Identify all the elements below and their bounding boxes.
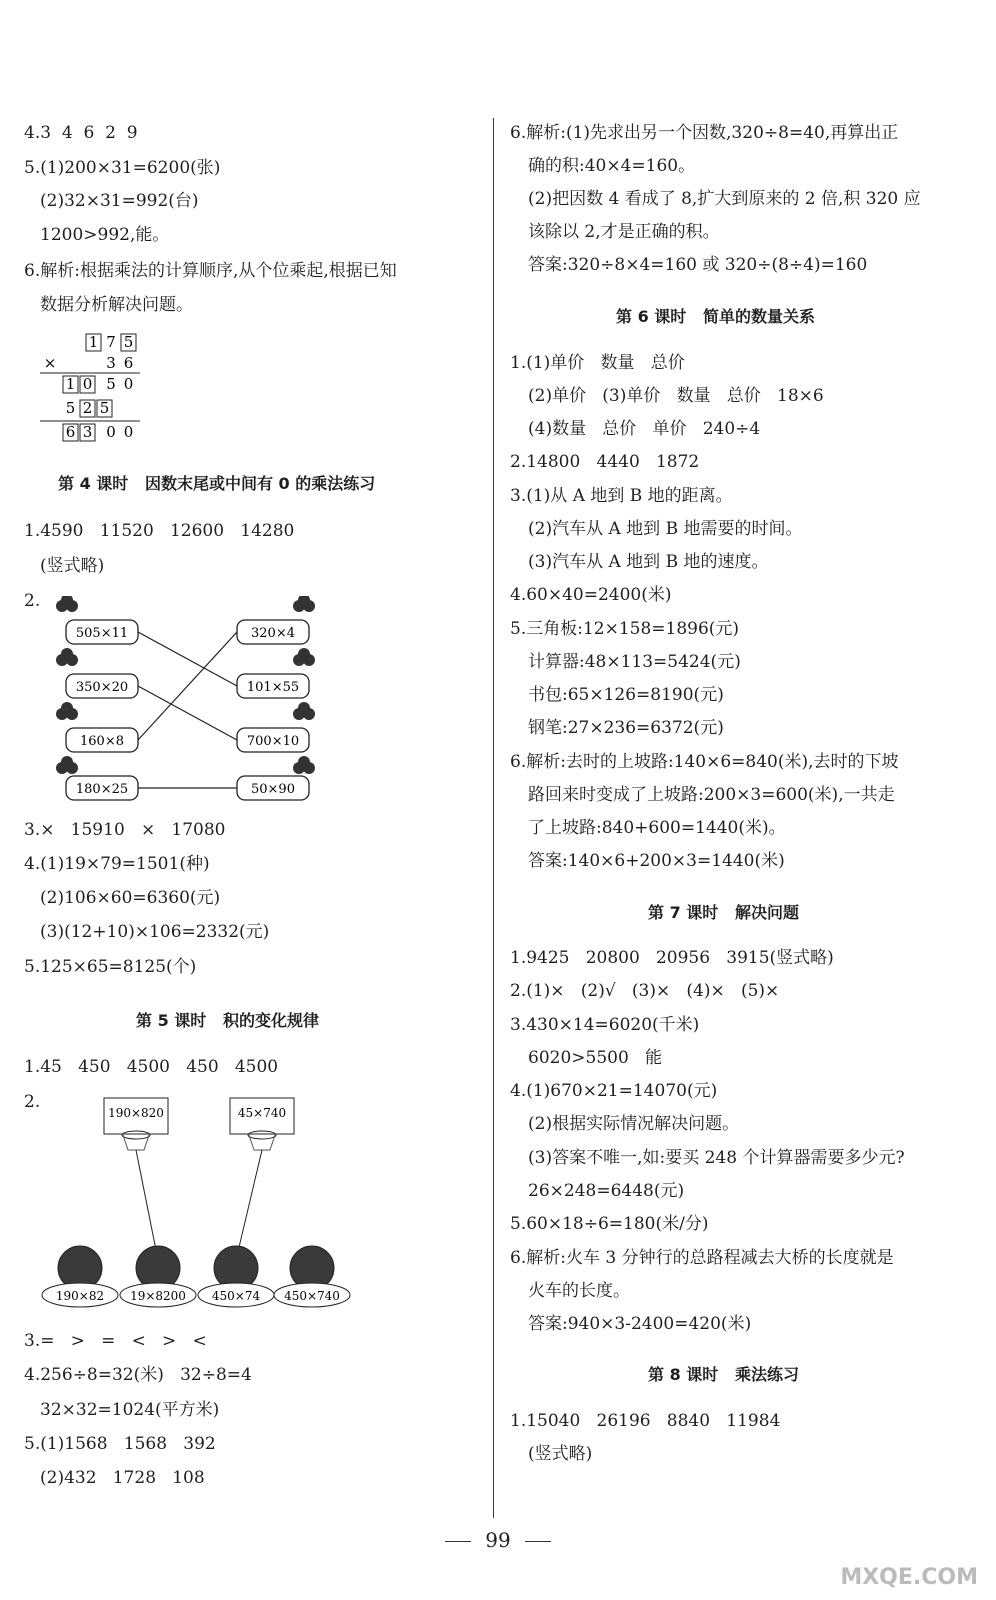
l7-answer-3-line1: 3.430×14=6020(千米) xyxy=(510,1015,700,1035)
match-line xyxy=(138,686,237,740)
hoop-net xyxy=(249,1135,275,1150)
l6-answer-1-line2: (2)单价 (3)单价 数量 总价 18×6 xyxy=(528,386,824,406)
l5-answer-5-line1: 5.(1)1568 1568 392 xyxy=(24,1434,216,1454)
hoop-label: 190×820 xyxy=(108,1106,164,1120)
basketball-diagram xyxy=(40,1094,360,1310)
r-answer-6-line2: 确的积:40×4=160。 xyxy=(528,156,696,176)
l4-answer-4-line2: (2)106×60=6360(元) xyxy=(40,888,221,908)
match-line xyxy=(138,632,237,686)
l5-answer-1: 1.45 450 4500 450 4500 xyxy=(24,1057,279,1077)
digit: 5 xyxy=(123,333,134,351)
l8-answer-1: 1.15040 26196 8840 11984 xyxy=(510,1411,781,1431)
lesson4-title: 第 4 课时 因数末尾或中间有 0 的乘法练习 xyxy=(58,474,376,493)
l7-answer-4-line2: (2)根据实际情况解决问题。 xyxy=(528,1114,740,1134)
match-left-item: 160×8 xyxy=(80,734,124,749)
answer-5-line1: 5.(1)200×31=6200(张) xyxy=(24,158,221,178)
l6-answer-6-line1: 6.解析:去时的上坡路:140×6=840(米),去时的下坡 xyxy=(510,752,899,772)
digit: 1 xyxy=(88,333,99,351)
l7-answer-3-line2: 6020>5500 能 xyxy=(528,1048,662,1068)
digit: 2 xyxy=(82,399,93,417)
l7-answer-6-line1: 6.解析:火车 3 分钟行的总路程减去大桥的长度就是 xyxy=(510,1248,894,1268)
digit: 6 xyxy=(123,354,134,372)
l6-answer-6-line4: 答案:140×6+200×3=1440(米) xyxy=(528,851,785,871)
connect-line xyxy=(236,1150,262,1260)
digit: 5 xyxy=(65,399,76,417)
hoop-label: 45×740 xyxy=(237,1106,287,1120)
match-left-item: 350×20 xyxy=(75,680,129,695)
digit: 5 xyxy=(99,399,110,417)
ball-label: 450×740 xyxy=(284,1289,340,1303)
l8-answer-1-note: (竖式略) xyxy=(528,1444,593,1464)
l7-answer-4-line1: 4.(1)670×21=14070(元) xyxy=(510,1081,718,1101)
l6-answer-3-line1: 3.(1)从 A 地到 B 地的距离。 xyxy=(510,486,733,506)
dash-right xyxy=(525,1541,551,1542)
l7-answer-6-line3: 答案:940×3-2400=420(米) xyxy=(528,1314,752,1334)
l4-answer-4-line3: (3)(12+10)×106=2332(元) xyxy=(40,922,270,942)
match-line xyxy=(138,632,237,740)
match-left-item: 180×25 xyxy=(75,782,129,797)
dash-left xyxy=(445,1541,471,1542)
digit: 7 xyxy=(106,333,116,351)
digit: 1 xyxy=(65,375,76,393)
l6-answer-1-line1: 1.(1)单价 数量 总价 xyxy=(510,353,685,373)
match-right-item: 101×55 xyxy=(246,680,300,695)
digit: 0 xyxy=(106,423,116,441)
digit: 3 xyxy=(82,423,93,441)
l7-answer-5: 5.60×18÷6=180(米/分) xyxy=(510,1214,709,1234)
l4-answer-3: 3.× 15910 × 17080 xyxy=(24,820,226,840)
answer-5-line3: 1200>992,能。 xyxy=(40,225,170,245)
l7-answer-6-line2: 火车的长度。 xyxy=(528,1281,630,1301)
l7-answer-1: 1.9425 20800 20956 3915(竖式略) xyxy=(510,948,834,968)
r-answer-6-line1: 6.解析:(1)先求出另一个因数,320÷8=40,再算出正 xyxy=(510,123,899,143)
answer-6-line1: 6.解析:根据乘法的计算顺序,从个位乘起,根据已知 xyxy=(24,261,397,281)
l5-answer-4-line1: 4.256÷8=32(米) 32÷8=4 xyxy=(24,1365,252,1385)
l4-answer-4-line1: 4.(1)19×79=1501(种) xyxy=(24,854,210,874)
l4-answer-1-note: (竖式略) xyxy=(40,556,105,576)
l6-answer-3-line2: (2)汽车从 A 地到 B 地需要的时间。 xyxy=(528,519,803,539)
page-number: 99 xyxy=(485,1528,511,1552)
l6-answer-3-line3: (3)汽车从 A 地到 B 地的速度。 xyxy=(528,552,769,572)
lesson5-title: 第 5 课时 积的变化规律 xyxy=(136,1011,319,1030)
digit: 5 xyxy=(106,375,116,393)
l4-answer-5: 5.125×65=8125(个) xyxy=(24,957,197,977)
l6-answer-4: 4.60×40=2400(米) xyxy=(510,585,672,605)
l6-answer-2: 2.14800 4440 1872 xyxy=(510,452,700,472)
l7-answer-2: 2.(1)× (2)√ (3)× (4)× (5)× xyxy=(510,981,780,1001)
answer-5-line2: (2)32×31=992(台) xyxy=(40,191,199,211)
l6-answer-6-line2: 路回来时变成了上坡路:200×3=600(米),一共走 xyxy=(528,785,895,805)
digit: 0 xyxy=(82,375,93,393)
lesson6-title: 第 6 课时 简单的数量关系 xyxy=(616,307,815,326)
match-right-item: 320×4 xyxy=(251,626,295,641)
matching-diagram xyxy=(44,596,334,806)
page-number-footer xyxy=(0,1528,996,1552)
l7-answer-4-line3: (3)答案不唯一,如:要买 248 个计算器需要多少元? xyxy=(528,1148,905,1168)
l6-answer-5-line4: 钢笔:27×236=6372(元) xyxy=(528,718,724,738)
l4-answer-2-label: 2. xyxy=(24,591,41,611)
match-right-item: 700×10 xyxy=(246,734,300,749)
r-answer-6-line5: 答案:320÷8×4=160 或 320÷(8÷4)=160 xyxy=(528,255,868,275)
watermark: MXQE.COM xyxy=(840,1565,978,1590)
connect-line xyxy=(136,1150,158,1260)
column-divider xyxy=(493,118,494,1518)
r-answer-6-line4: 该除以 2,才是正确的积。 xyxy=(528,222,720,242)
ball-label: 190×82 xyxy=(55,1289,105,1303)
digit: 0 xyxy=(123,423,134,441)
answer-6-line2: 数据分析解决问题。 xyxy=(40,295,193,315)
l5-answer-2-label: 2. xyxy=(24,1092,41,1112)
times-sign: × xyxy=(43,354,57,372)
l6-answer-6-line3: 了上坡路:840+600=1440(米)。 xyxy=(528,818,786,838)
ball-label: 19×8200 xyxy=(130,1289,186,1303)
l4-answer-1: 1.4590 11520 12600 14280 xyxy=(24,521,295,541)
l6-answer-5-line1: 5.三角板:12×158=1896(元) xyxy=(510,619,740,639)
l7-answer-4-line4: 26×248=6448(元) xyxy=(528,1181,685,1201)
l5-answer-5-line2: (2)432 1728 108 xyxy=(40,1468,205,1488)
digit: 3 xyxy=(106,354,116,372)
answer-4-line: 4.3 4 6 2 9 xyxy=(24,123,138,143)
ball-label: 450×74 xyxy=(211,1289,261,1303)
l6-answer-5-line2: 计算器:48×113=5424(元) xyxy=(528,652,741,672)
digit: 0 xyxy=(123,375,134,393)
lesson7-title: 第 7 课时 解决问题 xyxy=(648,903,799,922)
r-answer-6-line3: (2)把因数 4 看成了 8,扩大到原来的 2 倍,积 320 应 xyxy=(528,189,921,209)
match-left-item: 505×11 xyxy=(75,626,129,641)
l5-answer-3: 3.= > = < > < xyxy=(24,1331,207,1351)
digit: 6 xyxy=(65,423,76,441)
l6-answer-1-line3: (4)数量 总价 单价 240÷4 xyxy=(528,419,761,439)
l5-answer-4-line2: 32×32=1024(平方米) xyxy=(40,1400,220,1420)
vertical-multiplication xyxy=(36,330,156,446)
lesson8-title: 第 8 课时 乘法练习 xyxy=(648,1365,799,1384)
hoop-net xyxy=(123,1135,149,1150)
l6-answer-5-line3: 书包:65×126=8190(元) xyxy=(528,685,724,705)
match-right-item: 50×90 xyxy=(251,782,295,797)
